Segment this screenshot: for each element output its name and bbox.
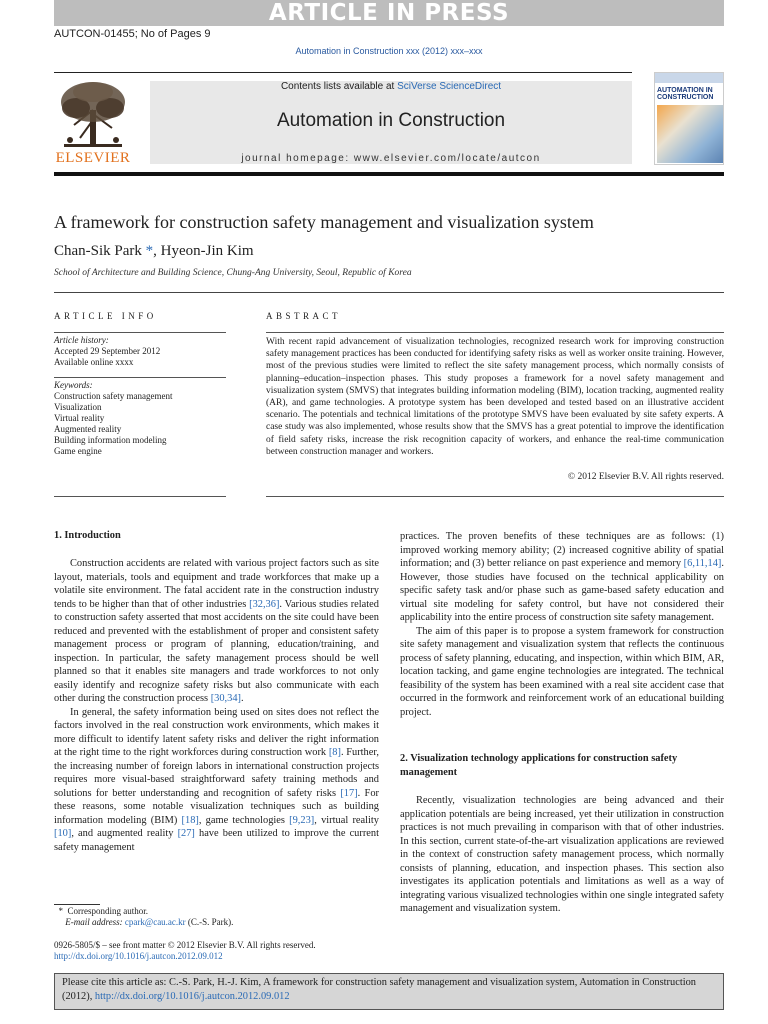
citation-text: Please cite this article as: C.-S. Park, H.-J. Kim, A framework for construction safety management and visualization system, Automation in Construction (2012), http://dx.doi.org/10.1016/j.autcon.2012.09.012 bbox=[62, 977, 696, 1002]
citation-link[interactable]: [30,34] bbox=[210, 693, 241, 704]
front-matter-line: 0926-5805/$ – see front matter © 2012 Elsevier B.V. All rights reserved. bbox=[54, 940, 316, 950]
header-rule bbox=[54, 72, 632, 73]
citation-link[interactable]: [8] bbox=[328, 747, 341, 758]
article-info-heading: ARTICLE INFO bbox=[54, 311, 157, 321]
affiliation: School of Architecture and Building Science, Chung-Ang University, Seoul, Republic of Korea bbox=[54, 268, 412, 278]
footnote-rule bbox=[54, 904, 100, 905]
keyword: Construction safety management bbox=[54, 391, 173, 401]
author-list bbox=[54, 243, 254, 260]
footnote-marker: * bbox=[58, 906, 63, 916]
keyword: Visualization bbox=[54, 402, 102, 412]
citation-link[interactable]: [9,23] bbox=[289, 814, 315, 826]
article-in-press-label: ARTICLE IN PRESS bbox=[268, 0, 510, 26]
article-info-divider bbox=[54, 377, 226, 378]
email-link[interactable]: cpark@cau.ac.kr bbox=[124, 917, 186, 927]
abstract-text: With recent rapid advancement of visualization technologies, recognized research work for improving construction safety management practices has been conducted for identifying safety risks as well as worker onsite training. However, most of the previous studies were limited to reflect the site safety management process, which normally consists of planning–education–inspection phases. This study proposes a framework for a novel safety management and visualization system (SMVS) that integrates building information modeling (BIM), location tracking, augmented reality (AR), and game technologies. A prototype system has been developed and tested based on an illustrative accident scenario. The potentials and technical limitations of the prototype SMVS have been evaluated by site safety experts. A case study was also implemented, whose results show that the SMVS has a great potential to improve the identification of field safety risks, increase the risk recognition capacity of workers, and enhance the real-time communication between construction manager and workers. bbox=[266, 337, 724, 457]
cover-image bbox=[657, 105, 723, 163]
citation-link[interactable]: [18] bbox=[181, 814, 199, 826]
issn-block bbox=[54, 940, 316, 962]
keyword: Virtual reality bbox=[54, 413, 105, 423]
right-paragraph-1: practices. The proven benefits of these techniques are as follows: (1) improved working memory ability; (2) increased cognitive ability of spatial information; and (3) better reliance on past experience and memory [6,11,14]. However, those studies have focused on the technical applicability on specific safety task and/or phase such as game-based safety education and virtual site modeling for safety control, but have not considered their applicability into the entire process of construction site safety management. bbox=[400, 531, 724, 623]
doi-link[interactable]: http://dx.doi.org/10.1016/j.autcon.2012.09.012 bbox=[54, 951, 223, 961]
section-2-heading: 2. Visualization technology applications for construction safety management bbox=[400, 753, 678, 778]
journal-cover[interactable] bbox=[654, 72, 724, 165]
keywords-label: Keywords: bbox=[54, 380, 93, 390]
accepted-date: Accepted 29 September 2012 bbox=[54, 346, 161, 356]
right-paragraph-2: The aim of this paper is to propose a system framework for construction site safety management and visualization system that reflects the continuous process of safety planning, educating, and inspection, within which BIM, AR, location tacking, and game engine technologies are integrated. The technical feasibility of the system has been examined with a real site accident case that occurred in the formwork and reinforcement work of an educational building project. bbox=[400, 625, 724, 718]
running-head[interactable]: Automation in Construction xxx (2012) xxx–xxx bbox=[295, 46, 483, 56]
elsevier-wordmark: ELSEVIER bbox=[55, 150, 131, 166]
citation-link[interactable]: [32,36] bbox=[249, 598, 280, 610]
corresponding-author-marker[interactable]: * bbox=[145, 243, 154, 259]
left-column bbox=[54, 557, 379, 854]
keyword: Game engine bbox=[54, 446, 102, 456]
manuscript-id: AUTCON-01455; No of Pages 9 bbox=[54, 28, 211, 40]
journal-homepage[interactable]: journal homepage: www.elsevier.com/locate/autcon bbox=[241, 153, 541, 164]
intro-paragraph-1: Construction accidents are related with various project factors such as site layout, materials, tools and equipment and trade workforces that make up a volatile site environment. The fatal accident rate in the construction industry tends to be higher than that of other industries [32,36]. Various studies related to construction safety asserted that most accidents on the site could have been reduced and prevented with the establishment of proper and consistent safety management process or program of planning, education/training, and inspection. In particular, the safety management process should be well planned so that it enables site managers and trade workforces to not only easily identify and recognize safety risks but also communicate with each other during the construction process [30,34]. bbox=[54, 558, 379, 704]
author-2: , Hyeon-Jin Kim bbox=[153, 243, 254, 259]
journal-title: Automation in Construction bbox=[276, 110, 506, 131]
contents-line bbox=[150, 81, 632, 92]
citation-link[interactable]: [10] bbox=[54, 828, 72, 839]
keywords bbox=[54, 380, 226, 457]
keyword: Building information modeling bbox=[54, 435, 167, 445]
cover-title: AUTOMATION IN CONSTRUCTION bbox=[657, 87, 714, 101]
abstract-rule bbox=[266, 332, 724, 333]
article-title: A framework for construction safety management and visualization system bbox=[54, 212, 594, 232]
email-label: E-mail address: bbox=[65, 917, 125, 927]
right-column bbox=[400, 530, 724, 719]
elsevier-tree-icon bbox=[54, 80, 132, 150]
footnote bbox=[54, 906, 233, 928]
abstract-heading: ABSTRACT bbox=[266, 311, 342, 321]
citation-link[interactable]: [27] bbox=[177, 828, 195, 839]
affiliation-rule bbox=[54, 292, 724, 293]
sciencedirect-link[interactable]: SciVerse ScienceDirect bbox=[397, 81, 502, 92]
section-2-body bbox=[400, 794, 724, 916]
keyword: Augmented reality bbox=[54, 424, 122, 434]
abstract-copyright: © 2012 Elsevier B.V. All rights reserved. bbox=[567, 472, 724, 482]
article-history bbox=[54, 335, 226, 368]
history-label: Article history: bbox=[54, 335, 109, 345]
article-info-rule bbox=[54, 332, 226, 333]
contents-prefix: Contents lists available at bbox=[280, 81, 398, 92]
citation-doi-link[interactable]: http://dx.doi.org/10.1016/j.autcon.2012.09.012 bbox=[94, 990, 290, 1002]
email-footnote: E-mail address: cpark@cau.ac.kr (C.-S. Park). bbox=[65, 917, 234, 927]
cover-stripe bbox=[655, 73, 724, 83]
corresponding-footnote: * Corresponding author. bbox=[58, 906, 148, 916]
section-2-paragraph-1: Recently, visualization technologies are being advanced and their application potentials are being increased, yet their utilization in construction practices is not much prevailing in comparison with that of other industries. In this section, current state-of-the-art visualization applications are reviewed in the context of construction safety management process, which normally consists of planning, education, and inspection phases. This section also investigates its application potentials and limitations as well as a way of integrating various visualized technologies within one single integrated safety management and visualization system. bbox=[400, 795, 724, 914]
available-online: Available online xxxx bbox=[54, 357, 134, 367]
abstract-bottom-rule bbox=[266, 496, 724, 497]
citation-link[interactable]: [6,11,14] bbox=[683, 558, 722, 569]
author-1: Chan-Sik Park bbox=[54, 243, 146, 259]
article-info-bottom-rule bbox=[54, 496, 226, 497]
intro-paragraph-2: In general, the safety information being used on sites does not reflect the factors involved in the real construction work environments, which makes it more difficult to identify latent safety risks and deliver the right information at the right time to the right workforces during construction work [8]. Further, the increasing number of foreign labors in international construction projects requires more visual-based straightforward safety training methods and solutions for better understanding and recognition of safety risks [17]. For these reasons, some notable visualization techniques such as building information modeling (BIM) [18], game technologies [9,23], virtual reality [10], and augmented reality [27] have been utilized to improve the current safety management bbox=[54, 706, 379, 853]
intro-heading: 1. Introduction bbox=[54, 530, 121, 541]
elsevier-logo[interactable] bbox=[54, 80, 132, 150]
header-thick-rule bbox=[54, 172, 724, 176]
citation-link[interactable]: [17] bbox=[340, 787, 358, 799]
